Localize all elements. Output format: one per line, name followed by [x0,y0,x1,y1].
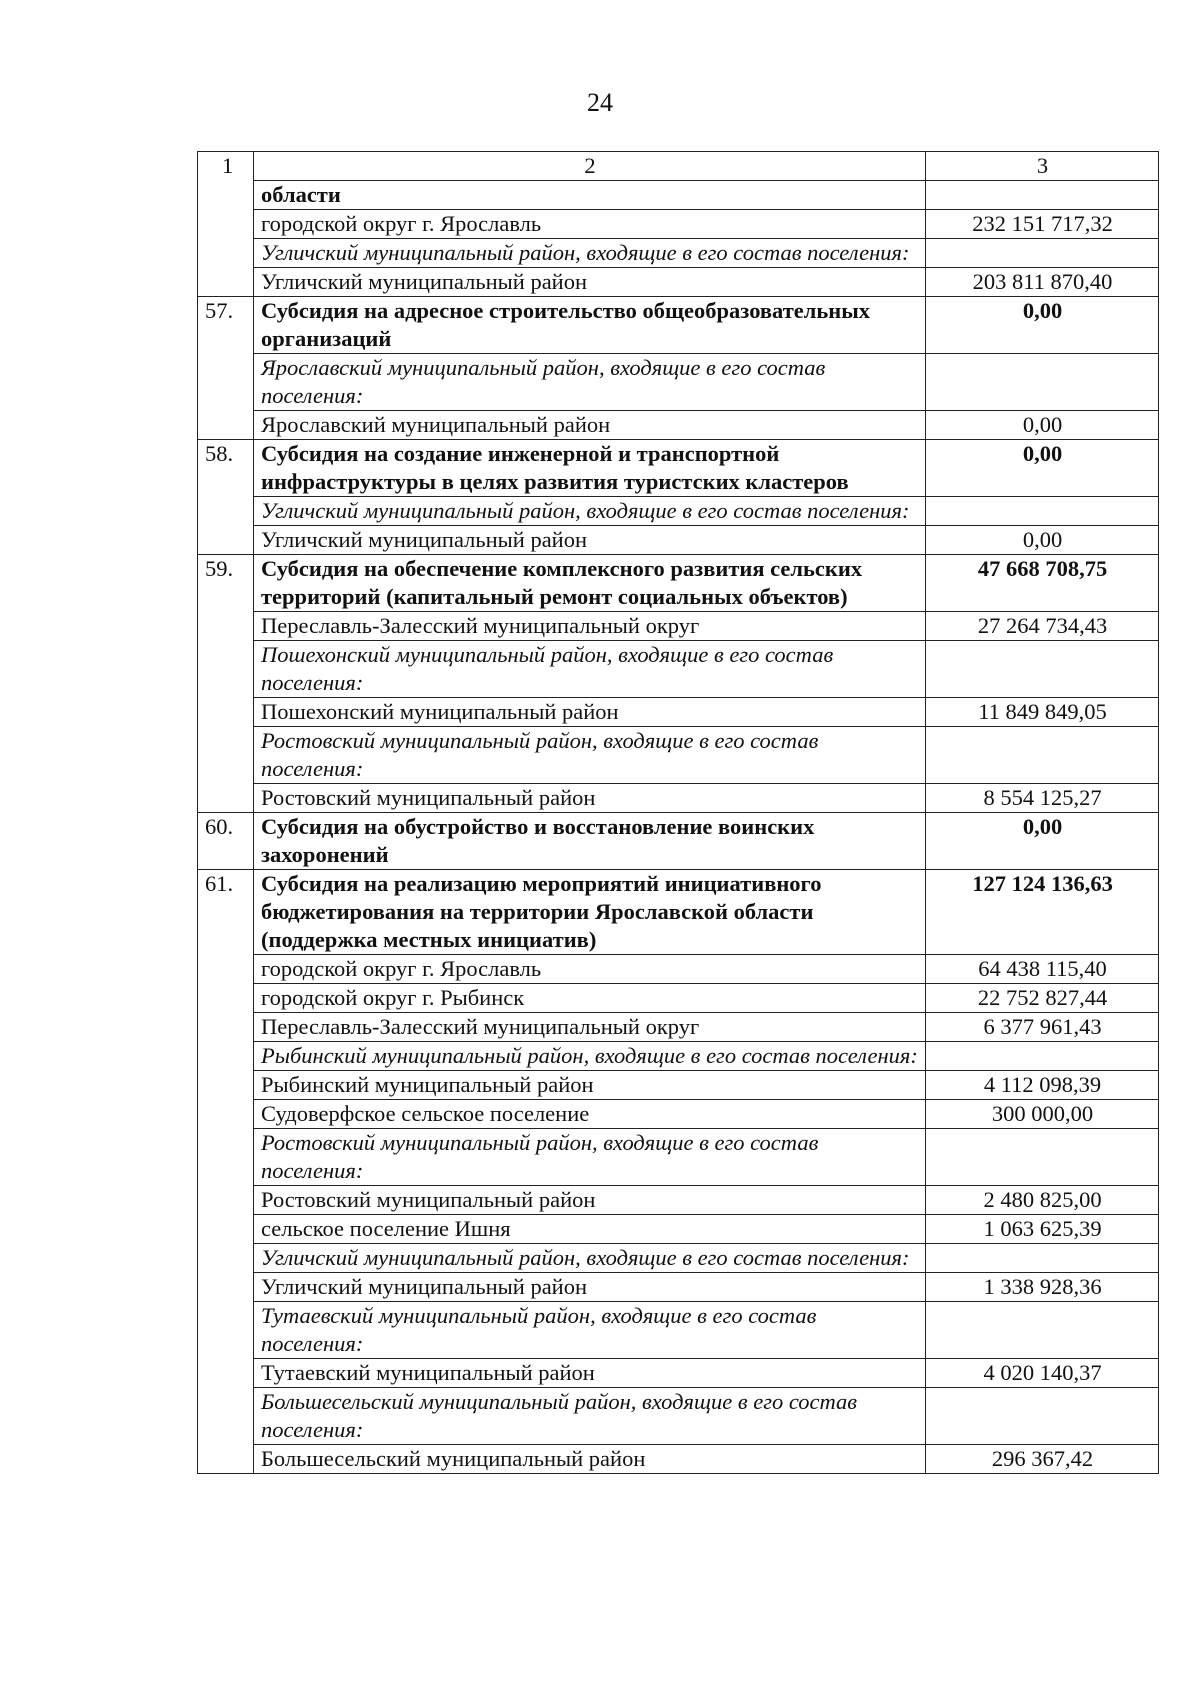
row-number [198,1302,254,1359]
row-description: Ростовский муниципальный район, входящие в его состав поселения: [254,1129,926,1186]
table-row [198,526,1159,555]
row-amount: 6 377 961,43 [926,1013,1159,1042]
row-amount: 8 554 125,27 [926,784,1159,813]
row-number [198,497,254,526]
row-amount: 64 438 115,40 [926,955,1159,984]
table-row [198,268,1159,297]
row-number [198,1273,254,1302]
row-number [198,1129,254,1186]
table-row [198,1273,1159,1302]
table-row [198,1244,1159,1273]
row-amount [926,1388,1159,1445]
table-row [198,497,1159,526]
row-description: Ростовский муниципальный район [254,1186,926,1215]
table-row [198,612,1159,641]
row-description: Угличский муниципальный район [254,268,926,297]
row-amount [926,1244,1159,1273]
row-number [198,239,254,268]
row-description: Большесельский муниципальный район [254,1445,926,1474]
row-number [198,1042,254,1071]
table-row [198,239,1159,268]
subsidy-table [197,151,1159,1474]
row-amount: 22 752 827,44 [926,984,1159,1013]
row-description: городской округ г. Ярославль [254,955,926,984]
table-row [198,784,1159,813]
row-amount: 0,00 [926,297,1159,354]
row-number [198,354,254,411]
row-number [198,641,254,698]
row-description: Тутаевский муниципальный район, входящие в его состав поселения: [254,1302,926,1359]
row-description: Угличский муниципальный район [254,1273,926,1302]
row-number [198,1186,254,1215]
table-row [198,870,1159,955]
row-amount: 47 668 708,75 [926,555,1159,612]
row-number [198,698,254,727]
row-description: городской округ г. Рыбинск [254,984,926,1013]
row-amount [926,239,1159,268]
table-row [198,1186,1159,1215]
header-col-2: 2 [254,152,926,181]
table-row [198,411,1159,440]
table-row [198,1388,1159,1445]
table-row [198,813,1159,870]
row-description: Судоверфское сельское поселение [254,1100,926,1129]
row-number [198,984,254,1013]
table-row [198,1302,1159,1359]
row-amount: 27 264 734,43 [926,612,1159,641]
row-description: Субсидия на создание инженерной и транспортной инфраструктуры в целях развития туристских кластеров [254,440,926,497]
row-number [198,181,254,210]
row-amount [926,641,1159,698]
row-description: Рыбинский муниципальный район, входящие в его состав поселения: [254,1042,926,1071]
row-description: Угличский муниципальный район, входящие в его состав поселения: [254,1244,926,1273]
table-row [198,984,1159,1013]
table-row [198,354,1159,411]
row-amount: 203 811 870,40 [926,268,1159,297]
row-amount [926,497,1159,526]
row-number [198,526,254,555]
row-description: Угличский муниципальный район, входящие в его состав поселения: [254,239,926,268]
row-description: Ростовский муниципальный район, входящие в его состав поселения: [254,727,926,784]
row-description: Рыбинский муниципальный район [254,1071,926,1100]
table-row [198,210,1159,239]
row-amount: 0,00 [926,526,1159,555]
table-row [198,955,1159,984]
row-amount: 0,00 [926,813,1159,870]
table-row [198,297,1159,354]
row-number [198,727,254,784]
table-row [198,727,1159,784]
row-amount: 4 112 098,39 [926,1071,1159,1100]
row-number: 61. [198,870,254,955]
table-row [198,1445,1159,1474]
table-row [198,1071,1159,1100]
row-amount: 0,00 [926,440,1159,497]
row-number [198,1215,254,1244]
row-description: Переславль-Залесский муниципальный округ [254,612,926,641]
table-header-row [198,152,1159,181]
row-amount [926,354,1159,411]
row-description: области [254,181,926,210]
page-number: 24 [587,88,613,117]
row-number: 60. [198,813,254,870]
row-amount: 4 020 140,37 [926,1359,1159,1388]
row-description: Субсидия на реализацию мероприятий инициативного бюджетирования на территории Ярославской области (поддержка местных инициатив) [254,870,926,955]
row-number [198,1445,254,1474]
row-number [198,1388,254,1445]
row-number [198,268,254,297]
row-amount: 232 151 717,32 [926,210,1159,239]
table-row [198,641,1159,698]
table-row [198,1013,1159,1042]
row-amount: 1 338 928,36 [926,1273,1159,1302]
row-amount: 127 124 136,63 [926,870,1159,955]
row-number [198,411,254,440]
row-number [198,1100,254,1129]
row-number [198,612,254,641]
row-description: Большесельский муниципальный район, входящие в его состав поселения: [254,1388,926,1445]
row-description: Ростовский муниципальный район [254,784,926,813]
table-row [198,1215,1159,1244]
row-description: Пошехонский муниципальный район, входящие в его состав поселения: [254,641,926,698]
table-row [198,440,1159,497]
row-description: Переславль-Залесский муниципальный округ [254,1013,926,1042]
row-number: 59. [198,555,254,612]
row-number [198,210,254,239]
row-amount [926,1302,1159,1359]
header-col-1: 1 [198,152,254,181]
row-amount: 11 849 849,05 [926,698,1159,727]
row-number [198,1244,254,1273]
row-amount: 300 000,00 [926,1100,1159,1129]
row-number: 57. [198,297,254,354]
row-amount: 296 367,42 [926,1445,1159,1474]
row-number [198,784,254,813]
row-amount [926,181,1159,210]
row-amount: 0,00 [926,411,1159,440]
row-description: Субсидия на обеспечение комплексного развития сельских территорий (капитальный ремонт социальных объектов) [254,555,926,612]
table-row [198,1100,1159,1129]
row-description: Субсидия на обустройство и восстановление воинских захоронений [254,813,926,870]
row-description: Субсидия на адресное строительство общеобразовательных организаций [254,297,926,354]
row-description: Ярославский муниципальный район, входящие в его состав поселения: [254,354,926,411]
row-number [198,1013,254,1042]
row-amount: 2 480 825,00 [926,1186,1159,1215]
row-description: Пошехонский муниципальный район [254,698,926,727]
row-amount [926,1129,1159,1186]
row-number: 58. [198,440,254,497]
row-description: городской округ г. Ярославль [254,210,926,239]
table-row [198,555,1159,612]
row-amount [926,1042,1159,1071]
row-description: Тутаевский муниципальный район [254,1359,926,1388]
row-number [198,1359,254,1388]
row-description: сельское поселение Ишня [254,1215,926,1244]
row-amount: 1 063 625,39 [926,1215,1159,1244]
header-col-3: 3 [926,152,1159,181]
row-description: Угличский муниципальный район [254,526,926,555]
table-row [198,1042,1159,1071]
table-row [198,181,1159,210]
table-body [198,152,1159,1474]
row-description: Угличский муниципальный район, входящие в его состав поселения: [254,497,926,526]
row-description: Ярославский муниципальный район [254,411,926,440]
row-number [198,1071,254,1100]
row-amount [926,727,1159,784]
table-row [198,1129,1159,1186]
row-number [198,955,254,984]
table-row [198,698,1159,727]
table-row [198,1359,1159,1388]
